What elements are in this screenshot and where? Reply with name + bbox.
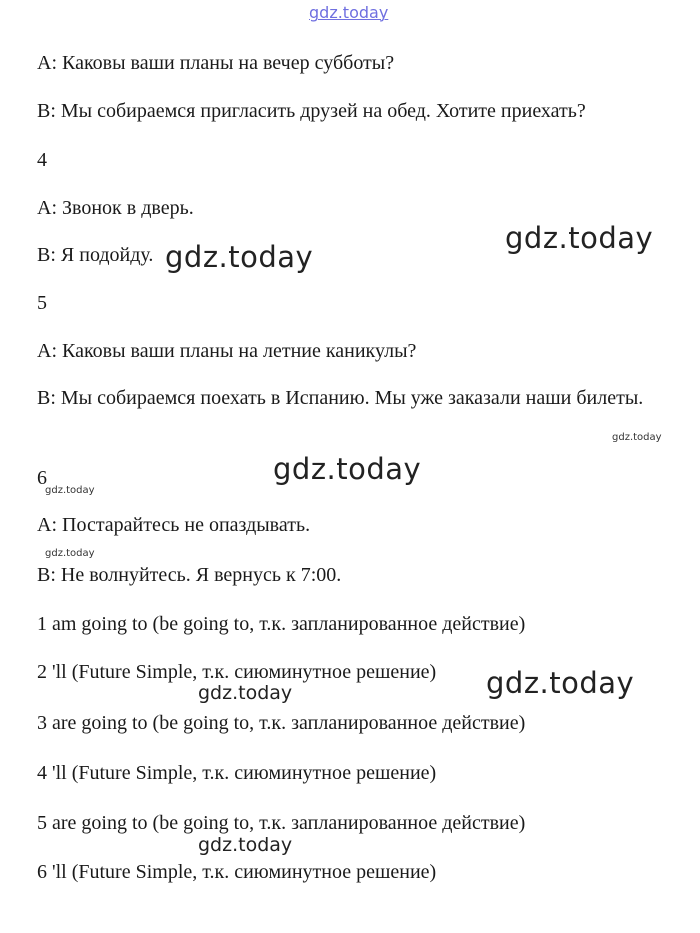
answer-5: 5 are going to (be going to, т.к. запланированное действие) [37, 812, 526, 834]
watermark-small-1: gdz.today [612, 432, 662, 443]
dialogue-6-line-b: B: Не волнуйтесь. Я вернусь к 7:00. [37, 564, 342, 586]
dialogue-4-number: 4 [37, 149, 47, 171]
dialogue-3-line-a: A: Каковы ваши планы на вечер субботы? [37, 52, 395, 74]
answer-2: 2 'll (Future Simple, т.к. сиюминутное решение) [37, 661, 437, 683]
dialogue-6-number: 6 [37, 467, 47, 489]
watermark-mid-1: gdz.today [198, 682, 293, 704]
dialogue-5-line-a: A: Каковы ваши планы на летние каникулы? [37, 340, 417, 362]
answer-6: 6 'll (Future Simple, т.к. сиюминутное решение) [37, 861, 437, 883]
header-watermark[interactable]: gdz.today [309, 3, 389, 22]
watermark-large-4: gdz.today [486, 666, 635, 700]
watermark-small-3: gdz.today [45, 548, 95, 559]
watermark-mid-2: gdz.today [198, 834, 293, 856]
dialogue-6-line-a: A: Постарайтесь не опаздывать. [37, 514, 311, 536]
dialogue-4-line-b: B: Я подойду. [37, 244, 154, 266]
answer-3: 3 are going to (be going to, т.к. запланированное действие) [37, 712, 526, 734]
answer-1: 1 am going to (be going to, т.к. запланированное действие) [37, 613, 526, 635]
watermark-large-2: gdz.today [165, 240, 314, 274]
watermark-large-1: gdz.today [505, 221, 654, 255]
dialogue-3-line-b: B: Мы собираемся пригласить друзей на обед. Хотите приехать? [37, 100, 586, 122]
dialogue-5-number: 5 [37, 292, 47, 314]
watermark-large-3: gdz.today [273, 452, 422, 486]
dialogue-5-line-b: B: Мы собираемся поехать в Испанию. Мы уже заказали наши билеты. [37, 387, 644, 409]
watermark-small-2: gdz.today [45, 485, 95, 496]
answer-4: 4 'll (Future Simple, т.к. сиюминутное решение) [37, 762, 437, 784]
dialogue-4-line-a: A: Звонок в дверь. [37, 197, 194, 219]
